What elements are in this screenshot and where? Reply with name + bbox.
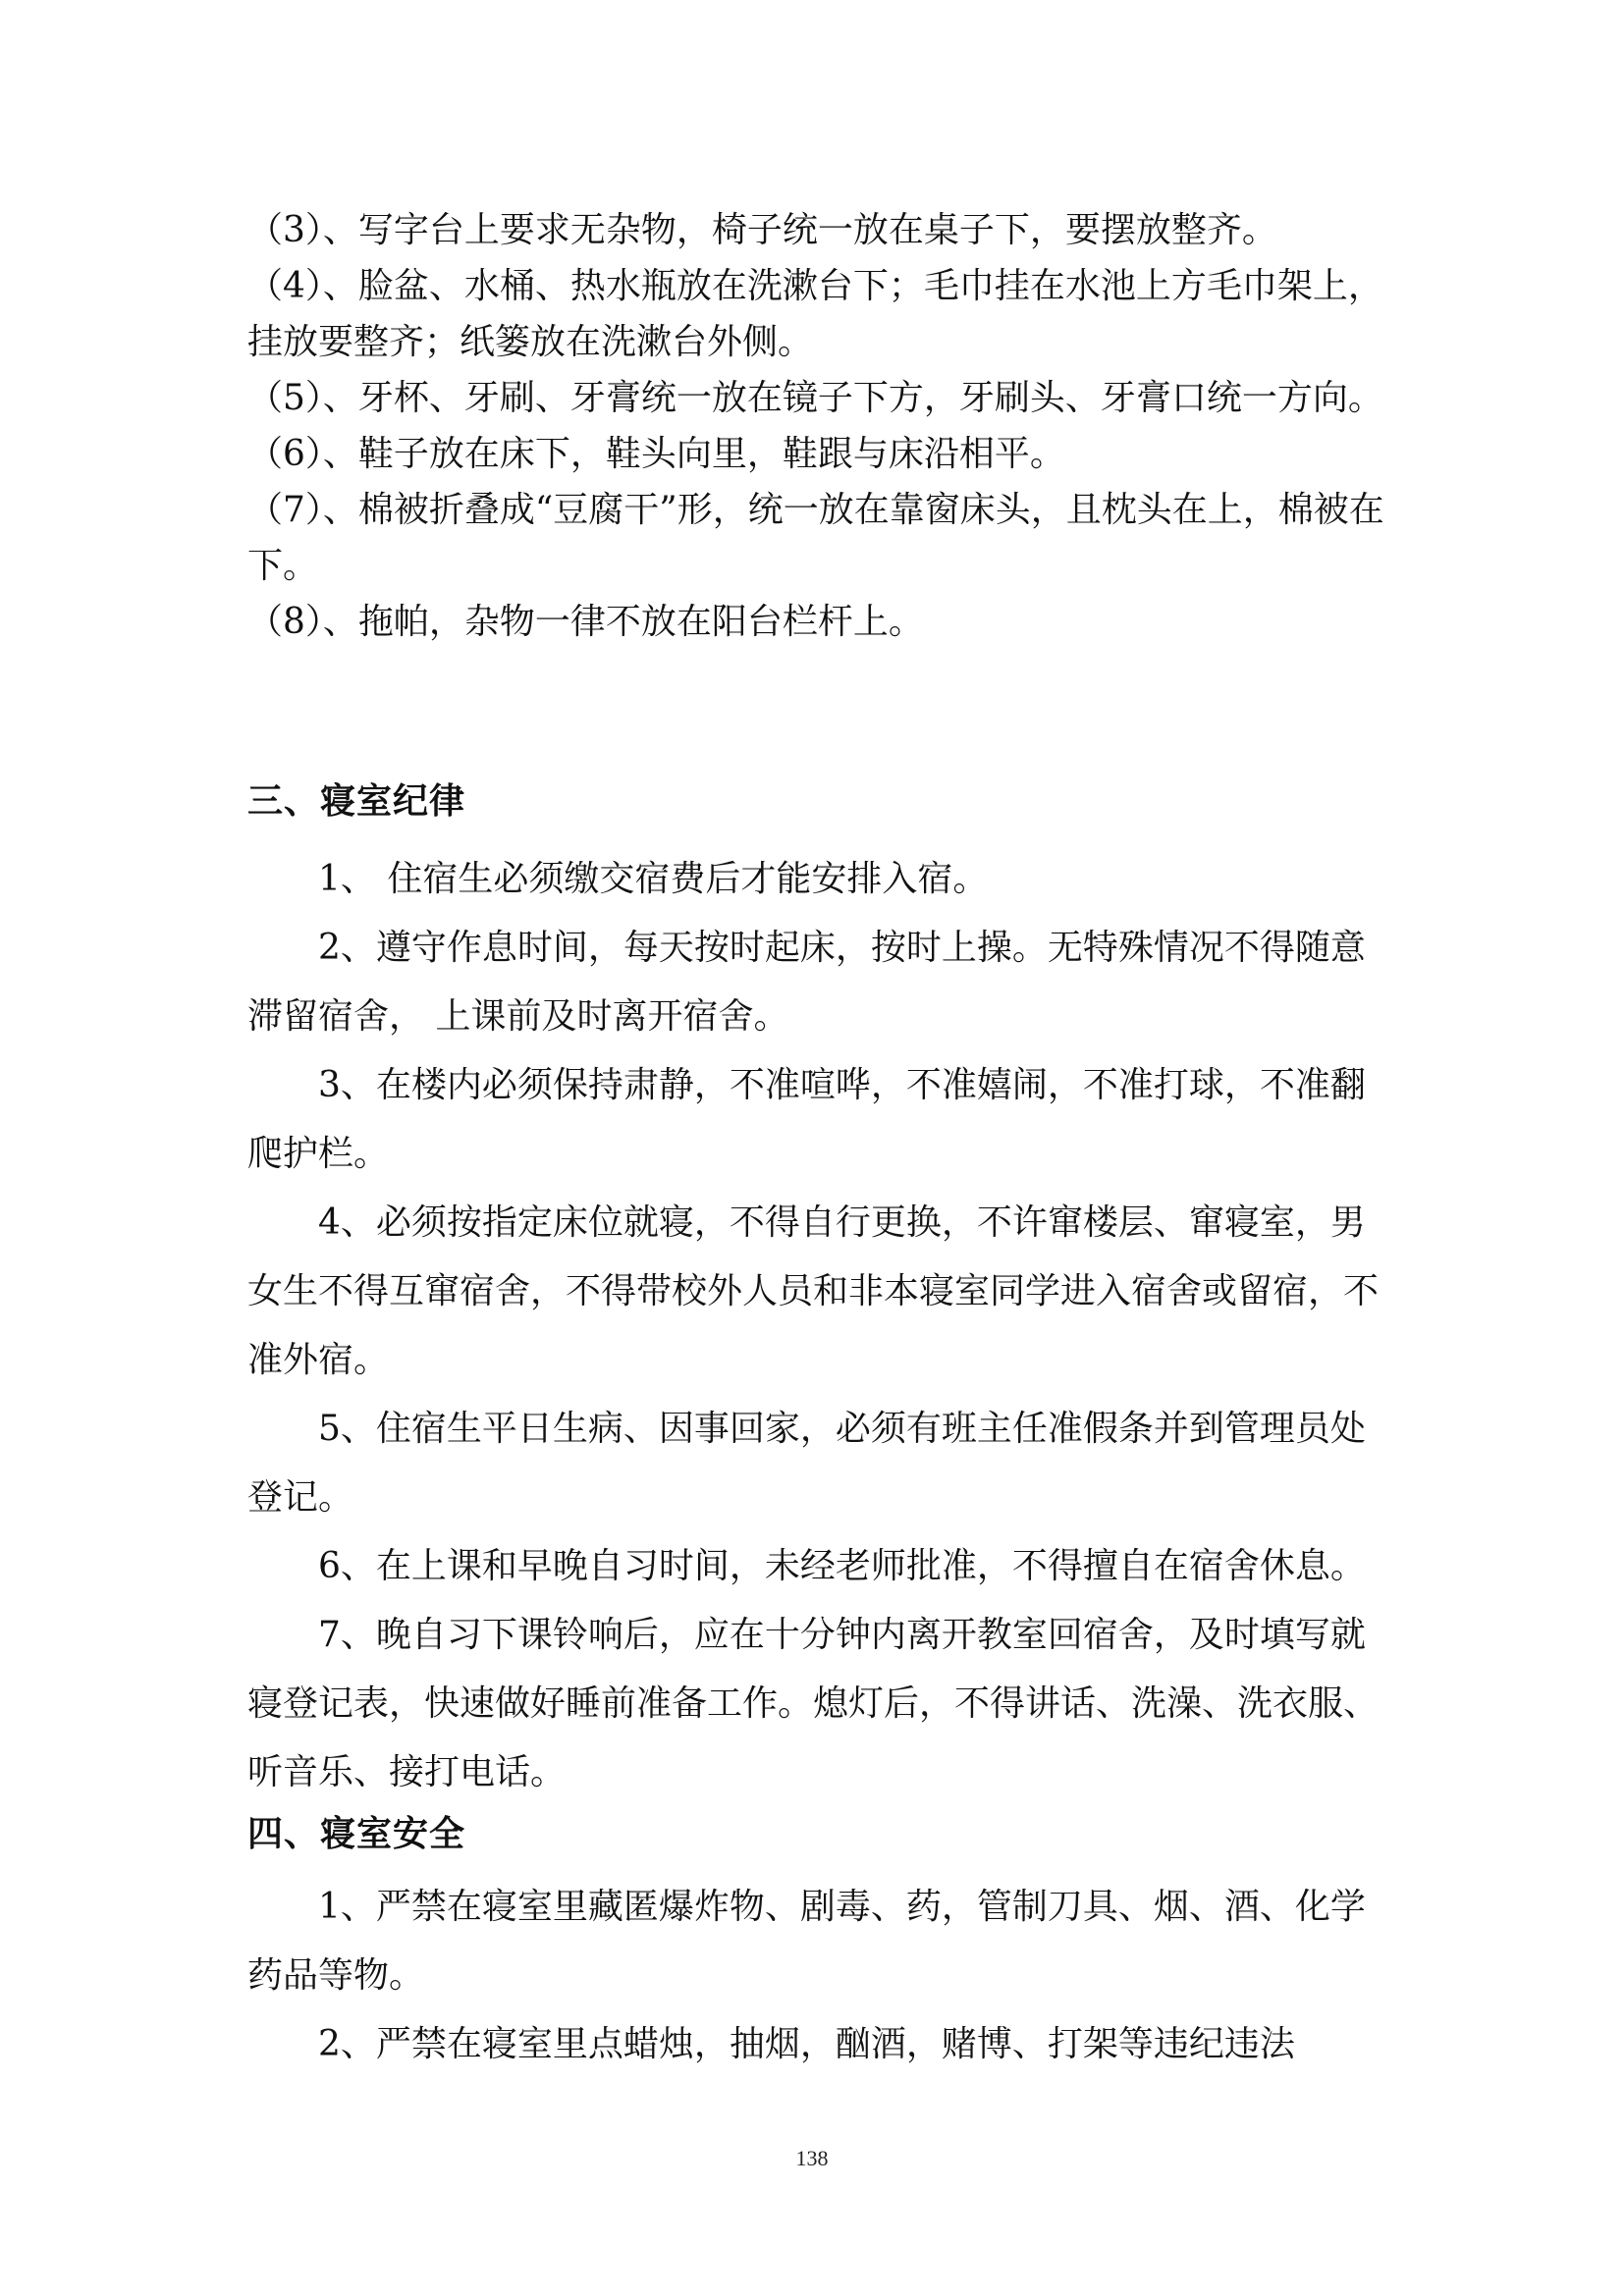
rule-item-7: （7）、棉被折叠成“豆腐干”形，统一放在靠窗床头，且枕头在上，棉被在下。 — [247, 490, 1384, 586]
discipline-item-5: 5、住宿生平日生病、因事回家，必须有班主任准假条并到管理员处登记。 — [247, 1409, 1366, 1518]
safety-item-2: 2、严禁在寝室里点蜡烛，抽烟，酗酒，赌博、打架等违纪违法 — [318, 2024, 1295, 2064]
rule-item-5: （5）、牙杯、牙刷、牙膏统一放在镜子下方，牙刷头、牙膏口统一方向。 — [247, 378, 1383, 418]
rule-item-3: （3）、写字台上要求无杂物，椅子统一放在桌子下，要摆放整齐。 — [247, 210, 1277, 250]
rule-item-4: （4）、脸盆、水桶、热水瓶放在洗漱台下；毛巾挂在水池上方毛巾架上，挂放要整齐；纸篓放在洗漱台外侧。 — [247, 266, 1383, 362]
discipline-item-2: 2、遵守作息时间，每天按时起床，按时上操。无特殊情况不得随意滞留宿舍， 上课前及时离开宿舍。 — [247, 928, 1366, 1037]
rule-item-6: （6）、鞋子放在床下，鞋头向里，鞋跟与床沿相平。 — [247, 434, 1065, 474]
dorm-hygiene-rules-list — [247, 202, 1394, 650]
dorm-discipline-list — [247, 845, 1394, 1807]
discipline-item-3: 3、在楼内必须保持肃静，不准喧哗，不准嬉闹，不准打球，不准翻爬护栏。 — [247, 1065, 1366, 1174]
page-number: 138 — [795, 2146, 829, 2170]
safety-item-1: 1、严禁在寝室里藏匿爆炸物、剧毒、药，管制刀具、烟、酒、化学药品等物。 — [247, 1887, 1366, 1996]
discipline-item-4: 4、必须按指定床位就寝，不得自行更换，不许窜楼层、窜寝室，男女生不得互窜宿舍，不得带校外人员和非本寝室同学进入宿舍或留宿，不准外宿。 — [247, 1202, 1380, 1380]
rule-item-8: （8）、拖帕，杂物一律不放在阳台栏杆上。 — [247, 602, 924, 642]
discipline-item-1: 1、 住宿生必须缴交宿费后才能安排入宿。 — [318, 859, 989, 899]
section-heading-dorm-discipline: 三、寝室纪律 — [247, 781, 466, 822]
dorm-safety-list — [247, 1873, 1394, 2079]
section-heading-dorm-safety: 四、寝室安全 — [247, 1814, 466, 1854]
discipline-item-6: 6、在上课和早晚自习时间，未经老师批准，不得擅自在宿舍休息。 — [318, 1546, 1366, 1586]
discipline-item-7: 7、晚自习下课铃响后，应在十分钟内离开教室回宿舍，及时填写就寝登记表，快速做好睡前准备工作。熄灯后，不得讲话、洗澡、洗衣服、听音乐、接打电话。 — [247, 1615, 1380, 1792]
